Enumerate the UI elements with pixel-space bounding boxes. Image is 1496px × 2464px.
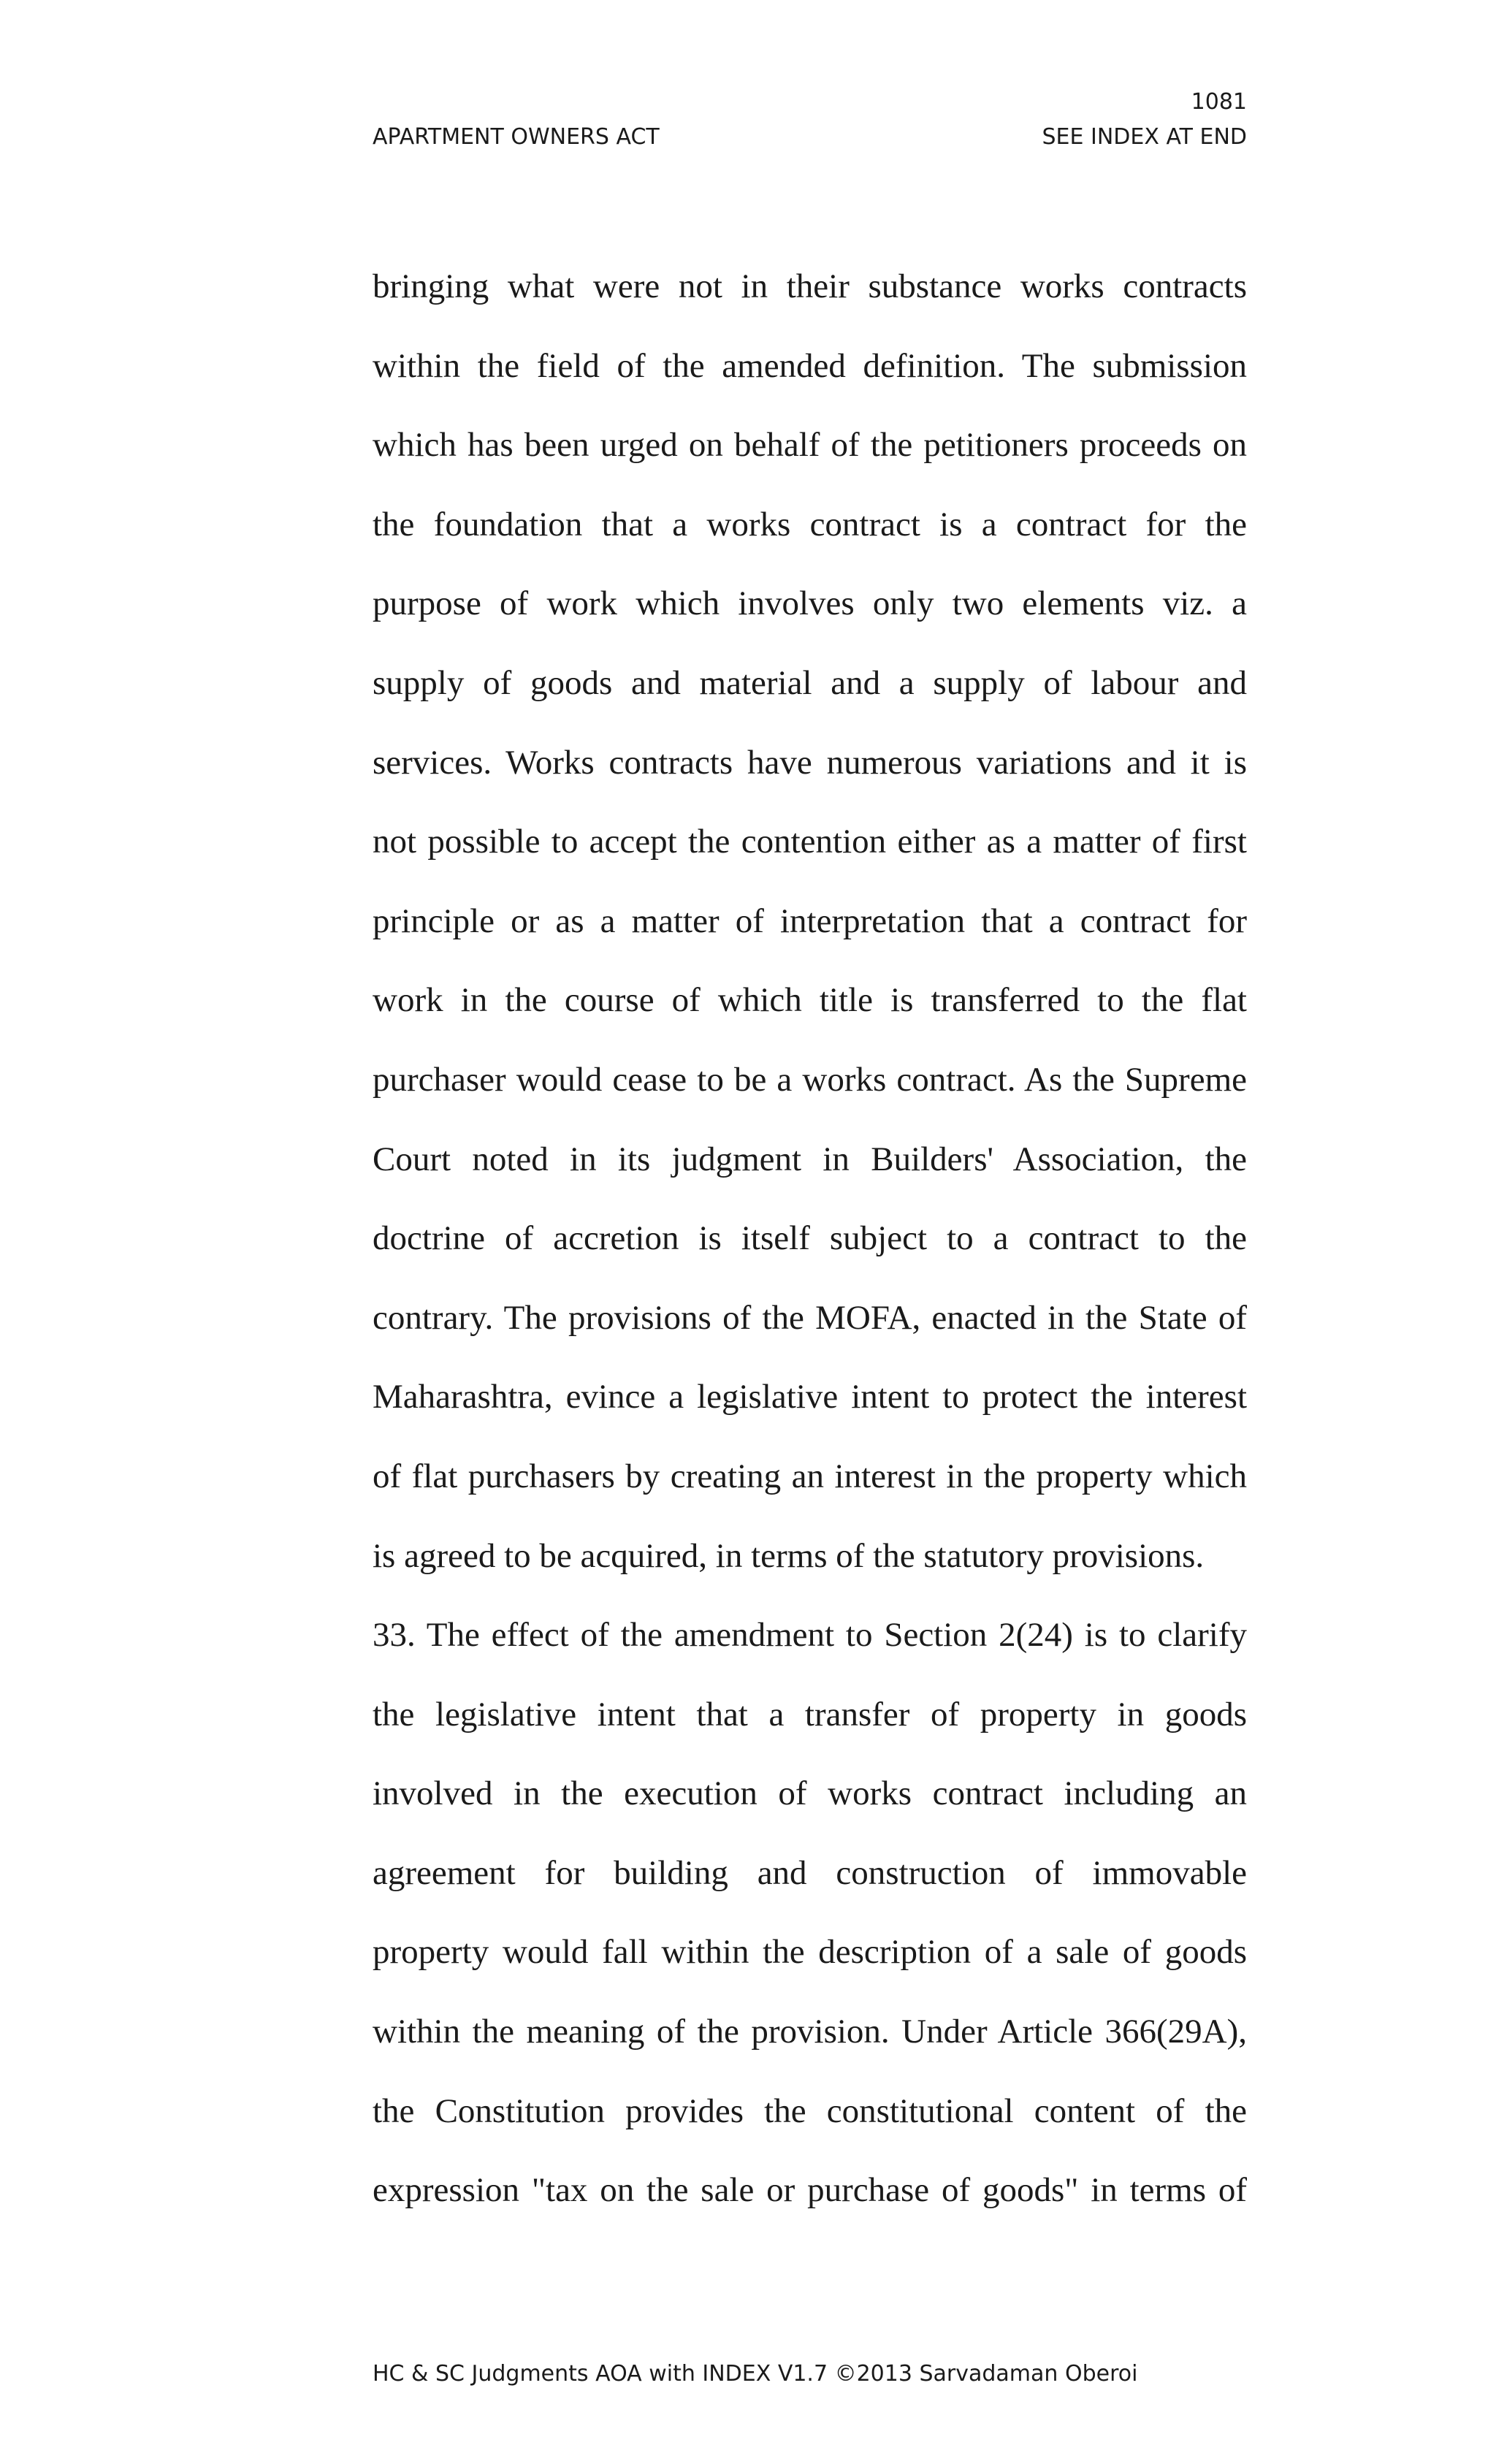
text-line: within the meaning of the provision. Under Article 366(29A), xyxy=(373,2013,1247,2051)
text-line: involved in the execution of works contract including an xyxy=(373,1774,1247,1813)
text-line: which has been urged on behalf of the petitioners proceeds on xyxy=(373,426,1247,465)
header-index-note: SEE INDEX AT END xyxy=(1042,124,1247,150)
text-line: supply of goods and material and a supply of labour and xyxy=(373,663,1247,702)
judgment-text xyxy=(373,262,1247,2246)
page-number: 1081 xyxy=(1191,89,1247,115)
text-line: of flat purchasers by creating an interest in the property which xyxy=(373,1457,1247,1495)
text-line: the foundation that a works contract is a contract for the xyxy=(373,505,1247,543)
text-line: Maharashtra, evince a legislative intent to protect the interest xyxy=(373,1378,1247,1416)
header-act-title: APARTMENT OWNERS ACT xyxy=(373,124,660,150)
text-line: within the field of the amended definition. The submission xyxy=(373,346,1247,385)
text-line: principle or as a matter of interpretation that a contract for xyxy=(373,901,1247,940)
text-line: contrary. The provisions of the MOFA, enacted in the State of xyxy=(373,1298,1247,1337)
footer-copyright: HC & SC Judgments AOA with INDEX V1.7 ©2013 Sarvadaman Oberoi xyxy=(373,2361,1138,2387)
text-line: property would fall within the description of a sale of goods xyxy=(373,1933,1247,1972)
running-header xyxy=(373,121,1247,153)
text-line: 33. The effect of the amendment to Section 2(24) is to clarify xyxy=(373,1616,1247,1655)
text-line: the Constitution provides the constitutional content of the xyxy=(373,2091,1247,2130)
text-line: agreement for building and construction of immovable xyxy=(373,1853,1247,1892)
text-line: purchaser would cease to be a works contract. As the Supreme xyxy=(373,1060,1247,1099)
text-line: purpose of work which involves only two elements viz. a xyxy=(373,584,1247,623)
text-line: expression "tax on the sale or purchase of goods" in terms of xyxy=(373,2171,1247,2210)
text-line: bringing what were not in their substance works contracts xyxy=(373,267,1247,305)
text-line: is agreed to be acquired, in terms of the statutory provisions. xyxy=(373,1536,1205,1575)
text-line: doctrine of accretion is itself subject to a contract to the xyxy=(373,1219,1247,1258)
text-line: services. Works contracts have numerous variations and it is xyxy=(373,743,1247,782)
text-line: the legislative intent that a transfer of property in goods xyxy=(373,1695,1247,1733)
text-line: work in the course of which title is transferred to the flat xyxy=(373,981,1247,1020)
text-line: Court noted in its judgment in Builders' Association, the xyxy=(373,1140,1247,1178)
text-line: not possible to accept the contention either as a matter of first xyxy=(373,823,1247,861)
